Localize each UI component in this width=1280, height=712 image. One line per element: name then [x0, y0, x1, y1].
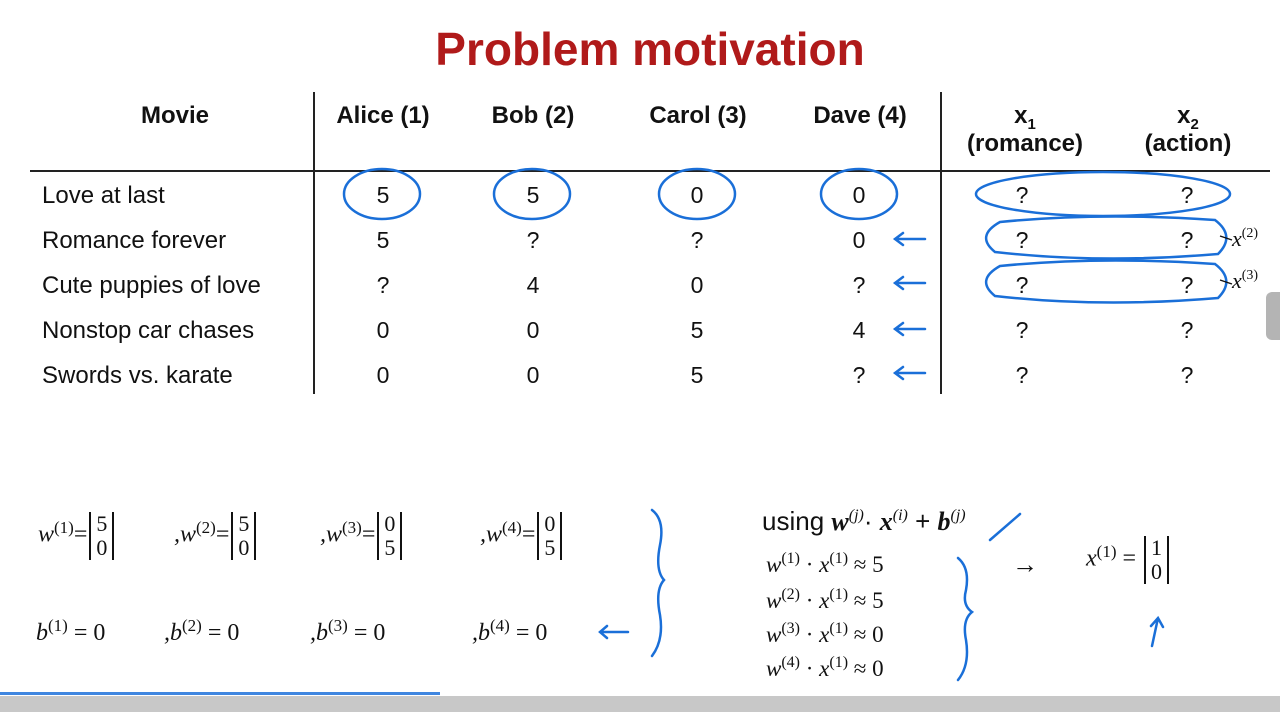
- rating-cell: 5: [376, 227, 390, 253]
- side-panel-tab[interactable]: [1266, 292, 1280, 340]
- header-x2-sub: 2: [1190, 116, 1199, 133]
- bias-var: b: [36, 620, 48, 646]
- dot-approx: ≈ 0: [853, 622, 884, 647]
- weight-vector-2: [174, 512, 256, 560]
- weight-value: 5: [238, 511, 250, 536]
- bias-1: [36, 616, 106, 647]
- bias-var: b: [316, 620, 328, 646]
- using-w: w: [831, 507, 849, 536]
- header-x1-label: x: [1014, 102, 1028, 129]
- rating-cell: 4: [852, 317, 866, 343]
- dot-approx: ≈ 5: [853, 552, 884, 577]
- result-value: 1: [1151, 535, 1163, 560]
- rating-cell: 0: [376, 317, 390, 343]
- weight-sup: (2): [196, 517, 216, 537]
- weight-value: 5: [384, 535, 396, 560]
- dot-approx: ≈ 0: [853, 656, 884, 681]
- header-x2: [1118, 102, 1258, 158]
- weight-lead: ,: [320, 521, 326, 548]
- bias-lead: ,: [472, 620, 478, 646]
- result-arrow: →: [1012, 550, 1038, 579]
- movie-title: Nonstop car chases: [42, 317, 255, 344]
- feature-cell: ?: [1180, 227, 1194, 253]
- bias-rhs: = 0: [509, 620, 548, 646]
- weight-var: w: [486, 521, 503, 548]
- result-vector: [1086, 536, 1169, 584]
- arrow-left: [895, 367, 925, 379]
- using-x-sup: (i): [892, 507, 908, 524]
- weight-vector-3: [320, 512, 402, 560]
- dot-product-row-2: [766, 588, 884, 614]
- arrow-left: [895, 323, 925, 335]
- bias-4: [472, 616, 548, 647]
- weight-matrix: [89, 512, 114, 560]
- dot-symbol: ·: [805, 552, 814, 577]
- weight-value: 0: [384, 511, 396, 536]
- column-divider-right: [940, 92, 942, 394]
- dot-w: w: [766, 622, 782, 647]
- header-user-3: Carol (3): [649, 102, 747, 129]
- header-user-2: Bob (2): [491, 102, 575, 129]
- rating-cell: 0: [376, 362, 390, 388]
- bias-sup: (1): [48, 616, 68, 635]
- header-movie: Movie: [140, 102, 209, 129]
- weight-var: w: [326, 521, 343, 548]
- dot-w: w: [766, 656, 782, 681]
- annotation-x3-label: x: [1232, 268, 1242, 293]
- dot-symbol: ·: [805, 622, 814, 647]
- header-x1: [955, 102, 1095, 158]
- bias-lead: ,: [164, 620, 170, 646]
- dot-x: x: [819, 588, 830, 613]
- movie-title: Romance forever: [42, 227, 227, 254]
- weight-eq: =: [73, 521, 88, 548]
- dot-w-sup: (3): [781, 620, 800, 637]
- bias-2: [164, 616, 240, 647]
- dot-symbol: ·: [805, 588, 814, 613]
- result-var: x: [1086, 545, 1097, 572]
- header-user-1: Alice (1): [336, 102, 430, 129]
- weight-matrix: [537, 512, 562, 560]
- weight-vector-1: [38, 512, 114, 560]
- weight-vector-4: [480, 512, 562, 560]
- movie-title: Love at last: [42, 182, 165, 209]
- playback-progress[interactable]: [0, 692, 440, 695]
- dot-w: w: [766, 588, 782, 613]
- feature-cell: ?: [1180, 362, 1194, 388]
- rating-cell: 0: [690, 182, 704, 208]
- dot-w-sup: (1): [781, 550, 800, 567]
- dot-x-sup: (1): [829, 654, 849, 671]
- arrow-left: [895, 233, 925, 245]
- using-dot: ·: [863, 506, 873, 536]
- using-formula: [762, 506, 966, 537]
- using-x: x: [879, 507, 893, 536]
- dot-x-sup: (1): [829, 550, 849, 567]
- brace-right-small: [958, 558, 972, 680]
- feature-cell: ?: [1180, 182, 1194, 208]
- weight-lead: ,: [480, 521, 486, 548]
- result-matrix: [1144, 536, 1169, 584]
- rating-cell: 0: [852, 227, 866, 253]
- movie-title: Cute puppies of love: [42, 272, 261, 299]
- annotation-x2-label: x: [1232, 226, 1242, 251]
- weight-matrix: [231, 512, 256, 560]
- using-w-sup: (j): [848, 507, 864, 524]
- header-x2-name: (action): [1144, 130, 1232, 157]
- bias-sup: (3): [328, 616, 348, 635]
- rating-cell: ?: [376, 272, 390, 298]
- weight-sup: (3): [342, 517, 362, 537]
- dot-x: x: [819, 552, 830, 577]
- weight-value: 0: [238, 535, 250, 560]
- weight-var: w: [38, 521, 55, 548]
- weight-eq: =: [215, 521, 230, 548]
- result-eq: =: [1122, 545, 1137, 572]
- using-plus: +: [915, 506, 931, 536]
- dot-w: w: [766, 552, 782, 577]
- bias-rhs: = 0: [67, 620, 106, 646]
- header-user-4: Dave (4): [813, 102, 907, 129]
- header-x1-name: (romance): [966, 130, 1084, 157]
- player-control-bar[interactable]: [0, 696, 1280, 712]
- bias-var: b: [170, 620, 182, 646]
- feature-cell: ?: [1180, 272, 1194, 298]
- feature-cell: ?: [1015, 272, 1029, 298]
- arrow-left: [895, 277, 925, 289]
- weight-value: 5: [544, 535, 556, 560]
- feature-cell: ?: [1015, 227, 1029, 253]
- weight-var: w: [180, 521, 197, 548]
- dot-approx: ≈ 5: [853, 588, 884, 613]
- dot-symbol: ·: [805, 656, 814, 681]
- bias-rhs: = 0: [201, 620, 240, 646]
- rating-cell: 0: [526, 317, 540, 343]
- rating-cell: 5: [376, 182, 390, 208]
- strike-b: [990, 514, 1020, 540]
- slide-title: Problem motivation: [435, 23, 865, 75]
- rating-cell: ?: [690, 227, 704, 253]
- header-x1-sub: 1: [1027, 116, 1036, 133]
- annotation-x3-sup: (3): [1241, 268, 1259, 283]
- bias-sup: (2): [182, 616, 202, 635]
- weight-lead: ,: [174, 521, 180, 548]
- weight-matrix: [377, 512, 402, 560]
- arrow-up: [1151, 618, 1163, 646]
- rating-cell: 4: [526, 272, 540, 298]
- annotation-x3: [1232, 268, 1258, 294]
- brace-right: [652, 510, 664, 656]
- result-value: 0: [1151, 559, 1163, 584]
- rating-cell: ?: [852, 362, 866, 388]
- feature-cell: ?: [1180, 317, 1194, 343]
- dot-x: x: [819, 656, 830, 681]
- weight-value: 0: [96, 535, 108, 560]
- rating-cell: ?: [852, 272, 866, 298]
- feature-cell: ?: [1015, 362, 1029, 388]
- weight-value: 5: [96, 511, 108, 536]
- dot-product-row-3: [766, 622, 884, 648]
- rating-cell: 0: [690, 272, 704, 298]
- arrow-left-bias: [600, 626, 628, 638]
- rating-cell: 0: [852, 182, 866, 208]
- feature-cell: ?: [1015, 317, 1029, 343]
- using-b-sup: (j): [950, 507, 966, 524]
- weight-value: 0: [544, 511, 556, 536]
- annotation-x2: [1232, 226, 1258, 252]
- header-x2-label: x: [1177, 102, 1191, 129]
- dot-product-row-4: [766, 656, 884, 682]
- rating-cell: 5: [690, 317, 704, 343]
- weight-eq: =: [521, 521, 536, 548]
- dot-w-sup: (4): [781, 654, 800, 671]
- using-b: b: [937, 507, 951, 536]
- dot-x-sup: (1): [829, 620, 849, 637]
- column-divider-left: [313, 92, 315, 394]
- bias-var: b: [478, 620, 490, 646]
- movie-title: Swords vs. karate: [42, 362, 233, 389]
- bias-3: [310, 616, 386, 647]
- bias-sup: (4): [490, 616, 510, 635]
- dot-x-sup: (1): [829, 586, 849, 603]
- dot-x: x: [819, 622, 830, 647]
- rating-cell: 0: [526, 362, 540, 388]
- rating-cell: ?: [526, 227, 540, 253]
- weight-sup: (4): [502, 517, 522, 537]
- annotation-x2-sup: (2): [1241, 226, 1259, 241]
- weight-sup: (1): [54, 517, 74, 537]
- rating-cell: 5: [690, 362, 704, 388]
- dot-product-row-1: [766, 552, 884, 578]
- result-sup: (1): [1096, 541, 1117, 561]
- bias-lead: ,: [310, 620, 316, 646]
- bias-rhs: = 0: [347, 620, 386, 646]
- rating-cell: 5: [526, 182, 540, 208]
- header-rule: [30, 170, 1270, 172]
- dot-w-sup: (2): [781, 586, 800, 603]
- feature-cell: ?: [1015, 182, 1029, 208]
- weight-eq: =: [361, 521, 376, 548]
- using-word: using: [762, 506, 825, 536]
